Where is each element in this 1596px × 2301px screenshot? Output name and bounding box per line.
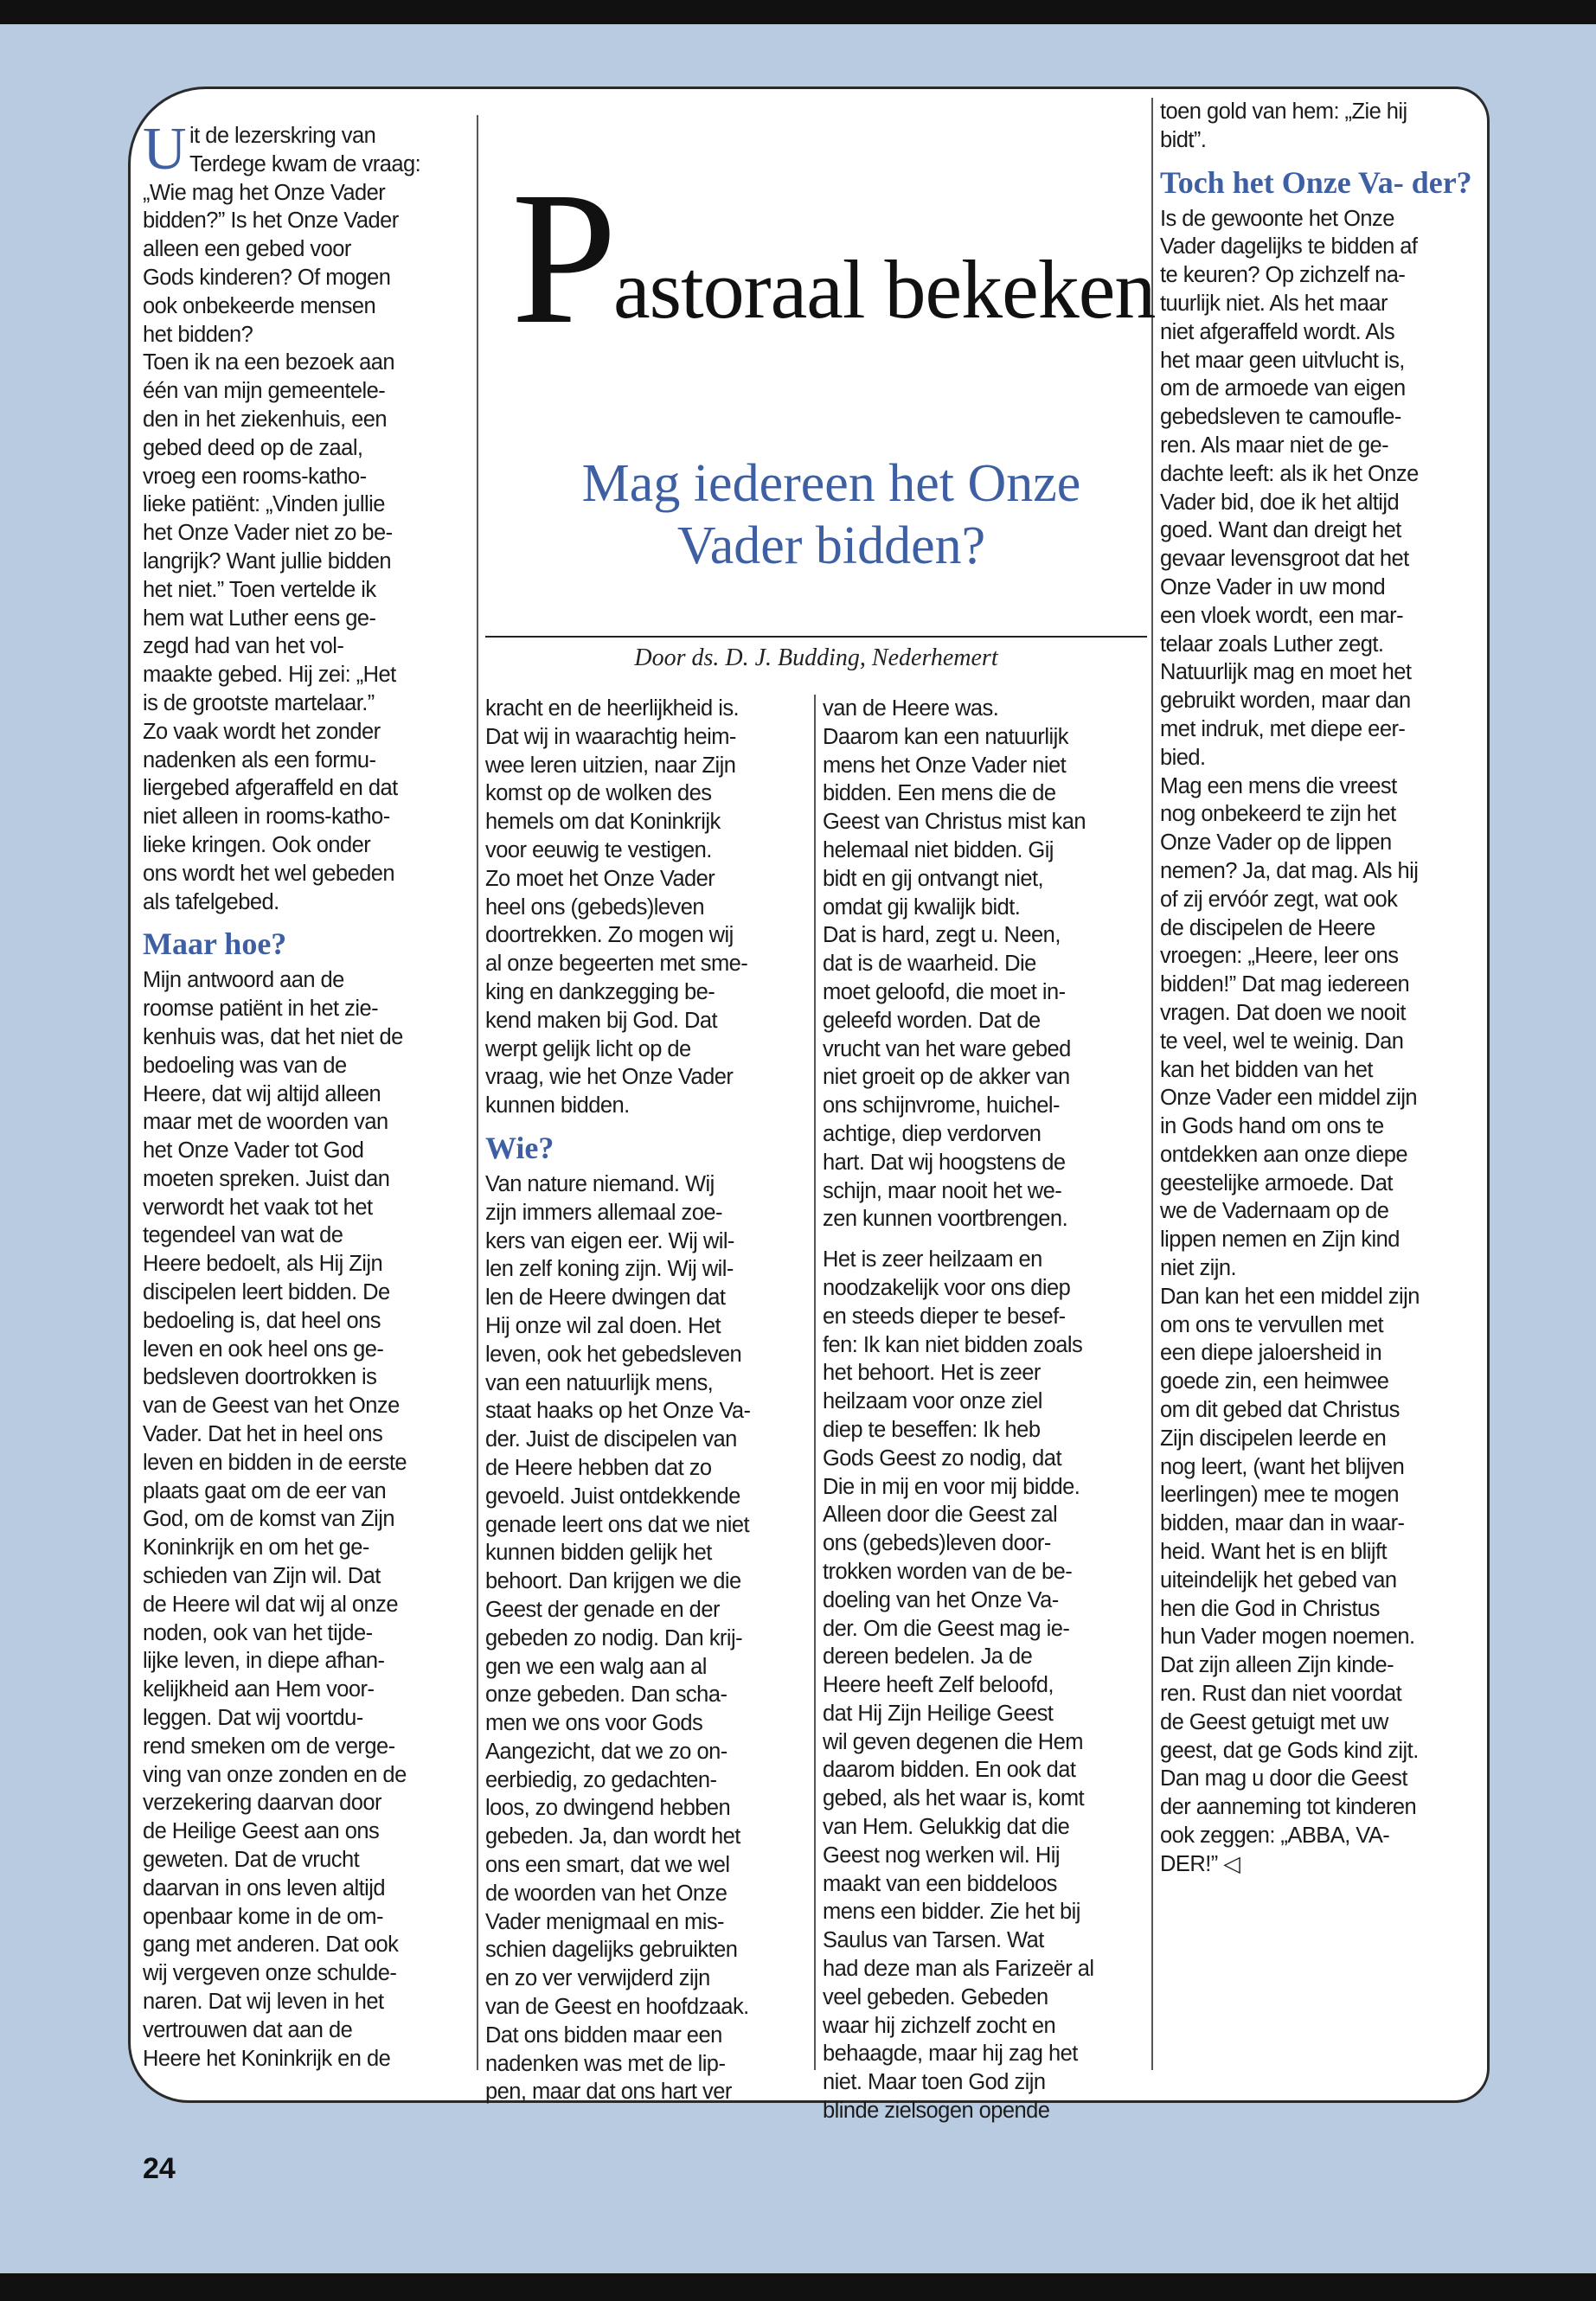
column-4 [1160,98,1476,1879]
column-divider [814,695,816,2070]
article-headline [503,452,1160,577]
body-paragraph: Dan kan het een middel zijn om ons te vervullen met een diepe jaloersheid in goede zin, een heimwee om dit gebed dat Christus Zijn discipelen leerde en nog leert, (want het blijven leerlingen) mee te mogen bidden, maar dan in waar- heid. Want het is en blijft uiteindelijk het gebed van hen die God in Christus hun Vader mogen noemen. Dat zijn alleen Zijn kinde- ren. Rust dan niet voordat de Geest getuigt met uw geest, dat ge Gods kind zijt. Dan mag u door die Geest der aanneming tot kinderen ook zeggen: „ABBA, VA- DER!” [1160,1284,1420,1876]
column-1 [143,116,467,2073]
column-divider [1151,98,1153,2070]
article-page [128,87,1490,2124]
body-paragraph: Het is zeer heilzaam en noodzakelijk voor ons diep en steeds dieper te besef- fen: Ik kan niet bidden zoals het behoort. Het is zeer heilzaam voor onze ziel diep te beseffen: Ik heb Gods Geest zo nodig, dat Die in mij en voor mij bidde. Alleen door die Geest zal ons (gebeds)leven door- trokken worden van de be- doeling van het Onze Va- der. Om die Geest mag ie- dereen bedelen. Ja de Heere heeft Zelf beloofd, dat Hij Zijn Heilige Geest wil geven degenen die Hem daarom bidden. En ook dat gebed, als het waar is, komt van Hem. Gelukkig dat die Geest nog werken wil. Hij maakt van een biddeloos mens een bidder. Zie het bij Saulus van Tarsen. Wat had deze man als Farizeër al veel gebeden. Gebeden waar hij zichzelf zocht en behaagde, maar hij zag het niet. Maar toen God zijn blinde zielsogen opende [823,1247,1094,2124]
column-2 [485,695,810,2106]
section-heading: Toch het Onze Va- der? [1160,164,1472,200]
intro-paragraph: van de Heere was. Daarom kan een natuurlijk mens het Onze Vader niet bidden. Een mens die de Geest van Christus mist kan helemaal niet bidden. Gij bidt en gij ontvangt niet, omdat gij kwalijk bidt. Dat is hard, zegt u. Neen, dat is de waarheid. Die moet geloofd, die moet in- geleefd worden. Dat de vrucht van het ware gebed niet groeit op de akker van ons schijnvrome, huichel- achtige, diep verdorven hart. Dat wij hoogstens de schijn, maar nooit het we- zen kunnen voortbrengen. [823,696,1086,1232]
column-masthead [511,152,1156,379]
body-paragraph: Is de gewoonte het Onze Vader dagelijks te bidden af te keuren? Op zichzelf na- tuurlijk niet. Als het maar niet afgeraffeld wordt. Als het maar geen uitvlucht is, om de armoede van eigen gebedsleven te camoufle- ren. Als maar niet de ge- dachte leeft: als ik het Onze Vader bid, doe ik het altijd goed. Want dan dreigt het gevaar levensgroot dat het Onze Vader in uw mond een vloek wordt, een mar- telaar zoals Luther zegt. Natuurlijk mag en moet het gebruikt worden, maar dan met indruk, met diepe eer- bied. [1160,206,1419,770]
section-heading: Maar hoe? [143,926,287,962]
masthead-title: astoraal bekeken [613,243,1156,336]
body-paragraph: Van nature niemand. Wij zijn immers allemaal zoe- kers van eigen eer. Wij wil- len zelf koning zijn. Wij wil- len de Heere dwingen dat Hij onze wil zal doen. Het leven, ook het gebedsleven van een natuurlijk mens, staat haaks op het Onze Va- der. Juist de discipelen van de Heere hebben dat zo gevoeld. Juist ontdekkende genade leert ons dat we niet kunnen bidden gelijk het behoort. Dan krijgen we die Geest der genade en der gebeden zo nodig. Dan krij- gen we een walg aan al onze gebeden. Dan scha- men we ons voor Gods Aangezicht, dat we zo on- eerbiedig, zo gedachten- loos, zo dwingend hebben gebeden. Ja, dan wordt het ons een smart, dat we wel de woorden van het Onze Vader menigmaal en mis- schien dagelijks gebruikten en zo ver verwijderd zijn van de Geest en hoofdzaak. Dat ons bidden maar een nadenken was met de lip- pen, maar dat ons hart ver [485,1171,751,2105]
body-paragraph: Mag een mens die vreest nog onbekeerd te zijn het Onze Vader op de lippen nemen? Ja, dat mag. Als hij of zij ervóór zegt, wat ook de discipelen de Heere vroegen: „Heere, leer ons bidden!” Dat mag iedereen vragen. Dat doen we nooit te veel, wel te weinig. Dan kan het bidden van het Onze Vader een middel zijn in Gods hand om ons te ontdekken aan onze diepe geestelijke armoede. Dat we de Vadernaam op de lippen nemen en Zijn kind niet zijn. [1160,773,1419,1281]
body-paragraph: Mijn antwoord aan de roomse patiënt in het zie- kenhuis was, dat het niet de bedoeling was van de Heere, dat wij altijd alleen maar met de woorden van het Onze Vader tot God moeten spreken. Juist dan verwordt het vaak tot het tegendeel van wat de Heere bedoelt, als Hij Zijn discipelen leert bidden. De bedoeling is, dat heel ons leven en ook heel ons ge- bedsleven doortrokken is van de Geest van het Onze Vader. Dat het in heel ons leven en bidden in de eerste plaats gaat om de eer van God, om de komst van Zijn Koninkrijk en om het ge- schieden van Zijn wil. Dat de Heere wil dat wij al onze noden, ook van het tijde- lijke leven, in diepe afhan- kelijkheid aan Hem voor- leggen. Dat wij voortdu- rend smeken om de verge- ving van onze zonden en de verzekering daarvan door de Heilige Geest aan ons geweten. Dat de vrucht daarvan in ons leven altijd openbaar kome in de om- gang met anderen. Dat ook wij vergeven onze schulde- naren. Dat wij leven in het vertrouwen dat aan de Heere het Koninkrijk en de [143,968,407,2071]
column-3 [823,695,1147,2125]
end-mark-icon: ◁ [1223,1851,1240,1876]
intro-paragraph: toen gold van hem: „Zie hij bidt”. [1160,99,1407,152]
section-heading: Wie? [485,1130,554,1165]
intro-paragraph: it de lezerskring van Terdege kwam de vraag: „Wie mag het Onze Vader bidden?” Is het Onze Vader alleen een gebed voor Gods kinderen? Of mogen ook onbekeerde mensen het bidden? Toen ik na een bezoek aan één van mijn gemeentele- den in het ziekenhuis, een gebed deed op de zaal, vroeg een rooms-katho- lieke patiënt: „Vinden jullie het Onze Vader niet zo be- langrijk? Want jullie bidden het niet.” Toen vertelde ik hem wat Luther eens ge- zegd had van het vol- maakte gebed. Hij zei: „Het is de grootste martelaar.” Zo vaak wordt het zonder nadenken als een formu- liergebed afgeraffeld en dat niet alleen in rooms-katho- lieke kringen. Ook onder ons wordt het wel gebeden als tafelgebed. [143,124,421,914]
headline-text: Mag iedereen het Onze Vader bidden? [581,454,1081,575]
masthead-initial: P [511,152,618,363]
byline: Door ds. D. J. Budding, Nederhemert [634,644,998,671]
column-divider [477,115,478,2070]
drop-cap: U [143,116,187,183]
intro-paragraph: kracht en de heerlijkheid is. Dat wij in waarachtig heim- wee leren uitzien, naar Zijn komst op de wolken des hemels om dat Koninkrijk voor eeuwig te vestigen. Zo moet het Onze Vader heel ons (gebeds)leven doortrekken. Zo mogen wij al onze begeerten met sme- king en dankzegging be- kend maken bij God. Dat werpt gelijk licht op de vraag, wie het Onze Vader kunnen bidden. [485,696,748,1118]
byline-rule [485,636,1147,638]
page-number: 24 [143,2152,176,2185]
